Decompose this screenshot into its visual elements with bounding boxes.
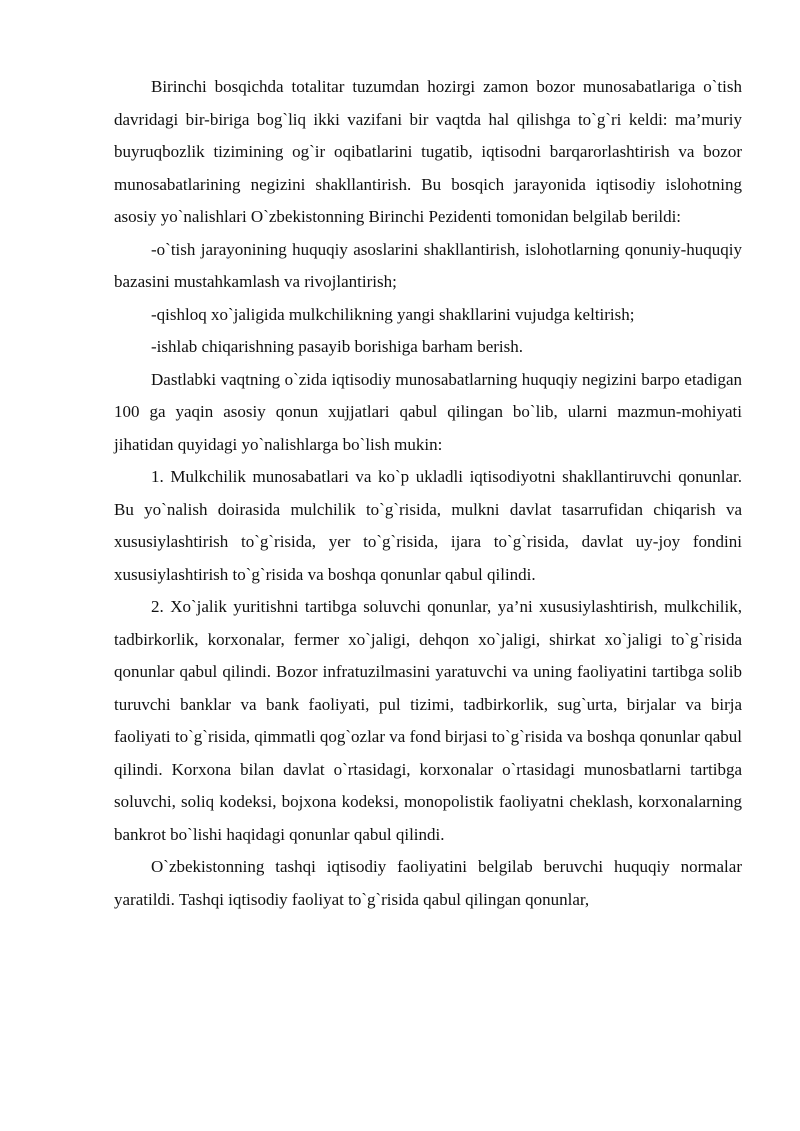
paragraph-item-1-ownership-laws: 1. Mulkchilik munosabatlari va ko`p ukladli iqtisodiyotni shakllantiruvchi qonunlar. Bu yo`nalish doirasida mulchilik to`g`risida, mulkni davlat tasarrufidan chiqarish va xususiylashtirish to`g`risida, yer to`g`risida, ijara to`g`risida, davlat uy-joy fondini xususiylashtirish to`g`risida va boshqa qonunlar qabul qilindi. bbox=[114, 467, 742, 584]
paragraph-bullet-production: -ishlab chiqarishning pasayib borishiga barham berish. bbox=[151, 337, 524, 356]
paragraph-foreign-economic-activity: O`zbekistonning tashqi iqtisodiy faoliyatini belgilab beruvchi huquqiy normalar yaratildi. Tashqi iqtisodiy faoliyat to`g`risida qabul qilingan qonunlar, bbox=[114, 857, 742, 909]
paragraph-bullet-agriculture: -qishloq xo`jaligida mulkchilikning yangi shakllarini vujudga keltirish; bbox=[151, 304, 635, 324]
document-page bbox=[114, 71, 742, 916]
paragraph-intro: Birinchi bosqichda totalitar tuzumdan hozirgi zamon bozor munosabatlariga o`tish davridagi bir-biriga bog`liq ikki vazifani bir vaqtda hal qilishga to`g`ri keldi: ma’muriy buyruqbozlik tizimining og`ir oqibatlarini tugatib, iqtisodni barqarorlashtirish va bozor munosabatlarining negizini shakllantirish. Bu bosqich jarayonida iqtisodiy islohotning asosiy yo`nalishlari O`zbekistonning Birinchi Pezidenti tomonidan belgilab berildi: bbox=[114, 77, 742, 226]
paragraph-laws-overview: Dastlabki vaqtning o`zida iqtisodiy munosabatlarning huquqiy negizini barpo etadigan 100 ga yaqin asosiy qonun xujjatlari qabul qilingan bo`lib, ularni mazmun-mohiyati jihatidan quyidagi yo`nalishlarga bo`lish mukin: bbox=[114, 369, 742, 454]
paragraph-bullet-legal-basis: -o`tish jarayonining huquqiy asoslarini shakllantirish, islohotlarning qonuniy-huquqiy bazasini mustahkamlash va rivojlantirish; bbox=[114, 239, 742, 291]
paragraph-item-2-economic-management-laws: 2. Xo`jalik yuritishni tartibga soluvchi qonunlar, ya’ni xususiylashtirish, mulkchilik, tadbirkorlik, korxonalar, fermer xo`jaligi, dehqon xo`jaligi, shirkat xo`jaligi to`g`risida qonunlar qabul qilindi. Bozor infratuzilmasini yaratuvchi va uning faoliyatini tartibga solib turuvchi banklar va bank faoliyati, pul tizimi, tadbirkorlik, sug`urta, birjalar va birja faoliyati to`g`risida, qimmatli qog`ozlar va fond birjasi to`g`risida va boshqa qonunlar qabul qilindi. Korxona bilan davlat o`rtasidagi, korxonalar o`rtasidagi munosbatlarni tartibga soluvchi, soliq kodeksi, bojxona kodeksi, monopolistik faoliyatni cheklash, korxonalarning bankrot bo`lishi haqidagi qonunlar qabul qilindi. bbox=[114, 597, 742, 844]
